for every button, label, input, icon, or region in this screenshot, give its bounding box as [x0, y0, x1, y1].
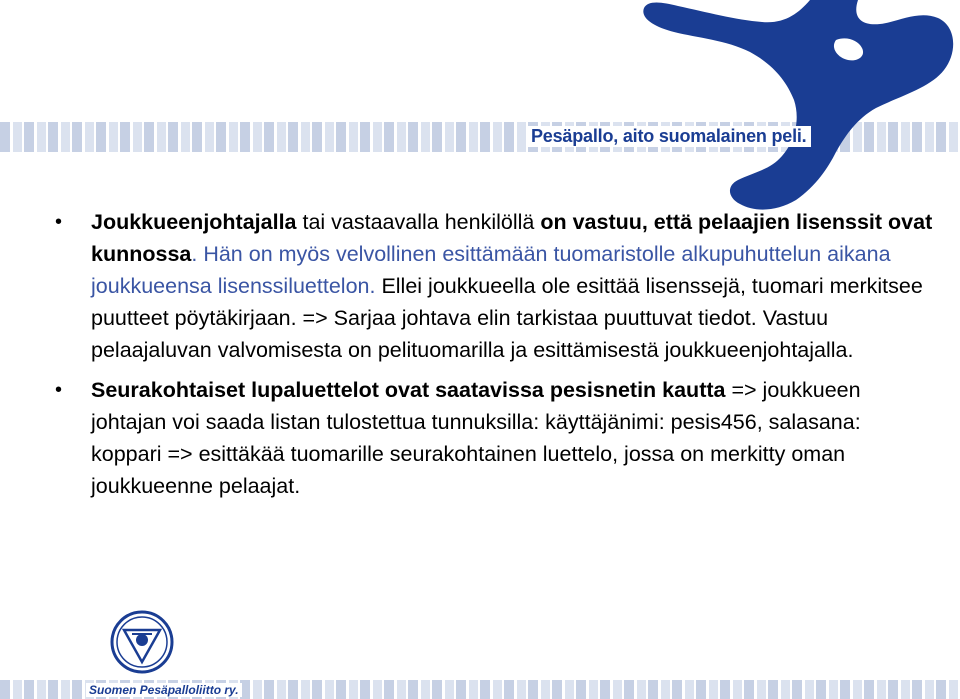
bullet-dot-icon: •	[55, 211, 63, 233]
text-segment-bold: on vastuu, että pelaajien lisenssit ovat kunnossa	[91, 210, 933, 266]
footer-org-name: Suomen Pesäpalloliitto ry.	[86, 683, 242, 697]
diving-player-silhouette-icon	[600, 0, 960, 215]
slide-body	[55, 206, 935, 502]
header-slogan: Pesäpallo, aito suomalainen peli.	[527, 126, 811, 147]
text-segment-blue: . Hän on myös velvollinen esittämään tuomaristolle alkupuhuttelun aikana joukkueensa lisenssiluettelon.	[91, 242, 891, 298]
text-segment-bold: Seurakohtaiset lupaluettelot ovat saatavissa pesisnetin kautta	[91, 378, 726, 402]
text-segment: => joukkueen johtajan voi saada listan tulostettua tunnuksilla: käyttäjänimi: pesis456, salasana: koppari => esittäkää tuomarille seurakohtainen luettelo, jossa on merkitty oman joukkueenne pelaajat.	[91, 378, 861, 498]
bullet-club-license-lists	[55, 374, 935, 502]
text-segment: Ellei joukkueella ole esittää lisenssejä, tuomari merkitsee puutteet pöytäkirjaan. => Sarjaa johtava elin tarkistaa puuttuvat tiedot. Vastuu pelaajaluvan valvomisesta on pelituomarilla ja esittämisestä joukkueenjohtajalla.	[91, 274, 923, 362]
text-segment: tai vastaavalla henkilöllä	[296, 210, 541, 234]
pesapalloliitto-emblem-icon	[110, 610, 174, 674]
bullet-license-responsibility	[55, 206, 935, 366]
bullet-dot-icon: •	[55, 379, 63, 401]
text-segment-bold: Joukkueenjohtajalla	[91, 210, 297, 234]
